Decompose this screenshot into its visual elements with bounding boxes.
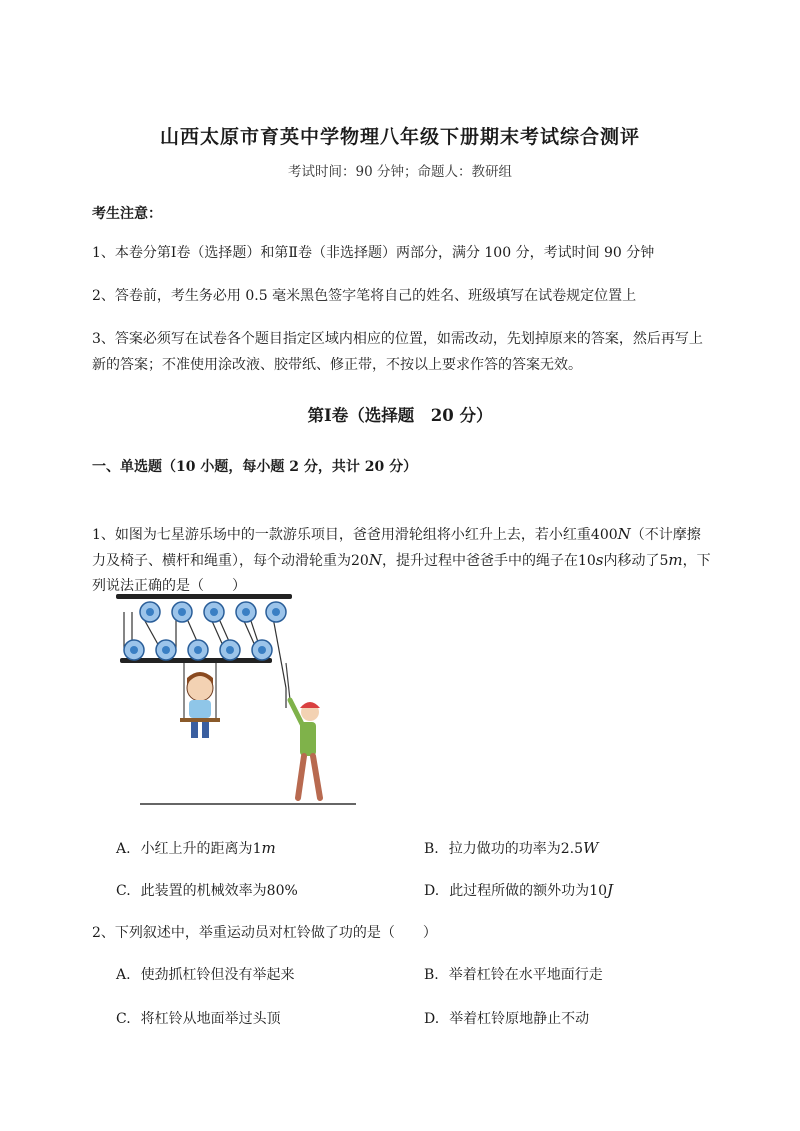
q1-option-d-value: 10 (589, 883, 608, 899)
moving-pulley-5-hub (258, 646, 266, 654)
q1-option-c-label: C. (116, 883, 131, 899)
q2-option-a-label: A. (116, 967, 131, 983)
father-cap (300, 702, 320, 708)
q1-weight-value: 400 (590, 527, 618, 543)
father-shirt (300, 722, 316, 756)
q2-option-c-text: 将杠铃从地面举过头顶 (140, 1011, 281, 1027)
girl-leg-right (202, 722, 209, 738)
q2-option-b[interactable] (424, 964, 603, 984)
q1-text-1: 1、如图为七星游乐场中的一款游乐项目，爸爸用滑轮组将小红升上去，若小红重 (92, 527, 591, 543)
q1-text-2: （不计摩擦力及椅子、横杆和绳重），每个动滑轮重为 (92, 527, 701, 569)
q2-option-d-text: 举着杠铃原地静止不动 (449, 1011, 590, 1027)
q1-option-d-label: D. (424, 883, 440, 899)
notice-item-3: 3、答案必须写在试卷各个题目指定区域内相应的位置，如需改动，先划掉原来的答案，然后再写上新的答案；不准使用涂改液、胶带纸、修正带，不按以上要求作答的答案无效。 (92, 331, 703, 373)
q2-option-d[interactable] (424, 1008, 589, 1028)
q2-option-a[interactable] (116, 964, 295, 984)
fixed-pulley-2-hub (178, 608, 186, 616)
q2-option-b-text: 举着杠铃在水平地面行走 (448, 967, 603, 983)
q2-option-b-label: B. (424, 967, 439, 983)
q1-option-c-text: 此装置的机械效率为 (140, 883, 267, 899)
moving-pulleys (124, 640, 272, 660)
fixed-pulley-4-hub (242, 608, 250, 616)
q1-option-b-unit: W (583, 839, 599, 857)
q1-option-a-label: A. (116, 841, 131, 857)
q1-text-3: ，提升过程中爸爸手中的绳子在 (381, 553, 578, 569)
notice-heading: 考生注意： (92, 206, 162, 222)
fixed-pulley-5-hub (272, 608, 280, 616)
moving-pulley-3-hub (194, 646, 202, 654)
q1-option-d[interactable] (424, 880, 613, 900)
notice-item-2: 2、答卷前，考生务必用 0.5 毫米黑色签字笔将自己的姓名、班级填写在试卷规定位置上 (92, 288, 637, 304)
pull-rope (286, 663, 290, 700)
father-arm (290, 700, 303, 726)
q1-text-4: 内移动了 (603, 553, 660, 569)
q1-weight-unit: N (617, 525, 631, 543)
exam-info: 考试时间：90 分钟；命题人：教研组 (288, 164, 512, 180)
q1-pulley-weight-value: 20 (351, 553, 369, 569)
moving-pulley-1-hub (130, 646, 138, 654)
q1-option-b-label: B. (424, 841, 439, 857)
q1-option-c[interactable] (116, 880, 298, 900)
q1-time-value: 10 (577, 553, 596, 569)
q1-option-b[interactable] (424, 838, 598, 858)
pulley-illustration (110, 588, 370, 813)
q1-option-b-value: 2.5 (560, 841, 584, 857)
father-leg-right (313, 756, 320, 798)
moving-pulley-4-hub (226, 646, 234, 654)
father-leg-left (298, 756, 304, 798)
page-title: 山西太原市育英中学物理八年级下册期末考试综合测评 (159, 126, 640, 148)
q1-option-a[interactable] (116, 838, 276, 858)
q1-option-a-value: 1 (252, 841, 262, 857)
q1-option-b-text: 拉力做功的功率为 (448, 841, 561, 857)
swing-seat (180, 718, 220, 722)
q1-pulley-weight-unit: N (368, 551, 382, 569)
section-title: 第Ⅰ卷（选择题 20 分） (307, 406, 493, 425)
q1-option-c-value: 80% (266, 883, 298, 899)
q2-option-d-label: D. (424, 1011, 440, 1027)
q1-time-unit: s (595, 551, 604, 569)
moving-pulley-2-hub (162, 646, 170, 654)
q2-option-c-label: C. (116, 1011, 131, 1027)
q1-option-a-text: 小红上升的距离为 (140, 841, 253, 857)
notice-item-1: 1、本卷分第Ⅰ卷（选择题）和第Ⅱ卷（非选择题）两部分，满分 100 分，考试时间 90 分钟 (92, 245, 655, 261)
q2-option-a-text: 使劲抓杠铃但没有举起来 (140, 967, 295, 983)
q1-text-5: ，下列说法正确的是（ ） (92, 553, 711, 594)
fixed-pulley-1-hub (146, 608, 154, 616)
girl-shirt (189, 700, 211, 718)
q1-distance-value: 5 (659, 553, 669, 569)
q1-option-a-unit: m (261, 839, 276, 857)
girl-on-swing (180, 672, 220, 738)
father-figure (290, 700, 320, 798)
q1-option-d-unit: J (607, 881, 614, 899)
fixed-pulleys (140, 602, 286, 622)
question-type-heading: 一、单选题（10 小题，每小题 2 分，共计 20 分） (92, 459, 418, 475)
top-beam (116, 594, 292, 599)
fixed-pulley-3-hub (210, 608, 218, 616)
q1-option-d-text: 此过程所做的额外功为 (449, 883, 590, 899)
girl-leg-left (191, 722, 198, 738)
question-2-stem: 2、下列叙述中，举重运动员对杠铃做了功的是（ ） (92, 925, 437, 941)
q1-distance-unit: m (668, 551, 683, 569)
q2-option-c[interactable] (116, 1008, 281, 1028)
